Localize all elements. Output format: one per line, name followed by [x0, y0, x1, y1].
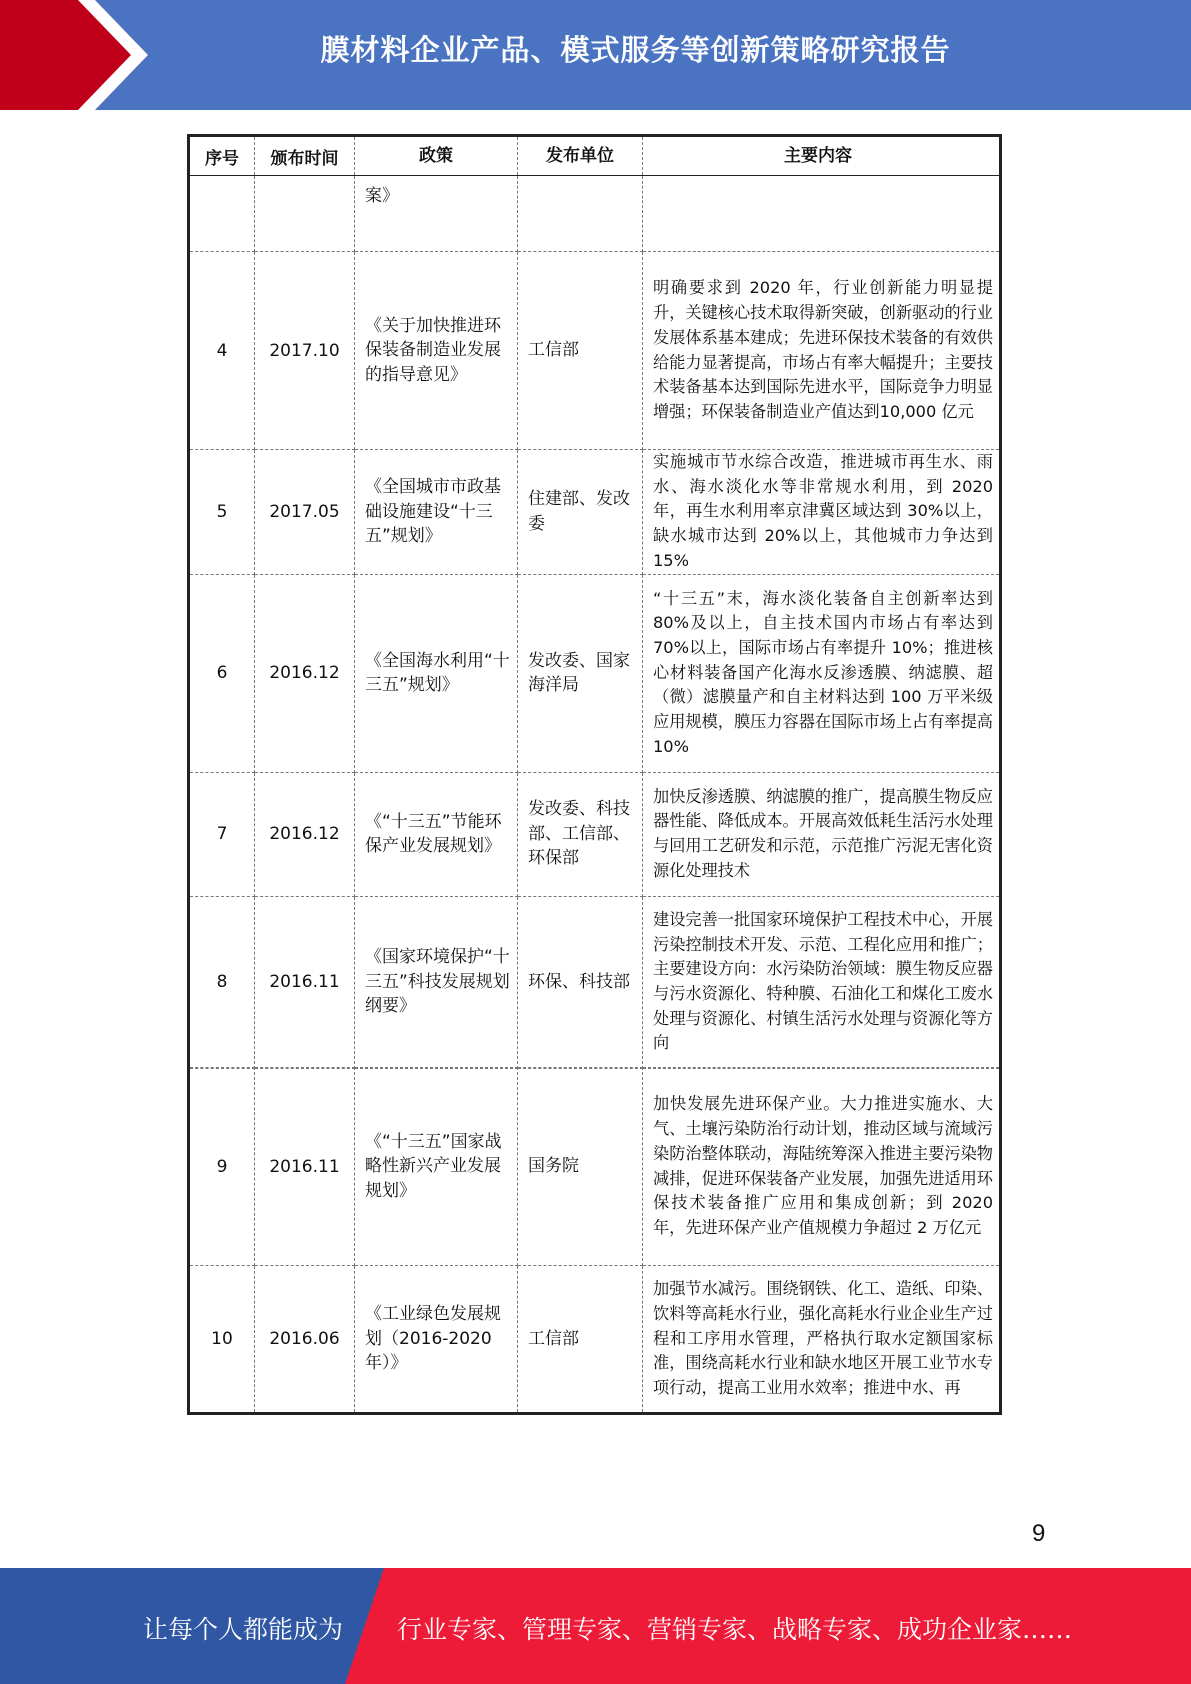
cell-content: 加强节水减污。围绕钢铁、化工、造纸、印染、饮料等高耗水行业，强化高耗水行业企业生产过程和工序用水管理，严格执行取水定额国家标准，围绕高耗水行业和缺水地区开展工业节水专项行动，提高工业用水效率；推进中水、再: [643, 1266, 1001, 1414]
table-row: [189, 574, 1001, 772]
page-footer: [0, 1568, 1191, 1684]
footer-slogan-left: 让每个人都能成为: [143, 1615, 344, 1644]
cell-date: 2016.12: [255, 574, 355, 772]
column-header-policy: 政策: [355, 136, 518, 176]
cell-content: 加快发展先进环保产业。大力推进实施水、大气、土壤污染防治行动计划，推动区域与流域污染防治整体联动，海陆统筹深入推进主要污染物减排，促进环保装备产业发展，加强先进适用环保技术装备推广应用和集成创新；到 2020 年，先进环保产业产值规模力争超过 2 万亿元: [643, 1068, 1001, 1266]
column-header-unit: 发布单位: [518, 136, 643, 176]
cell-date: 2016.06: [255, 1266, 355, 1414]
cell-date: [255, 176, 355, 252]
cell-no: [189, 176, 255, 252]
cell-content: 明确要求到 2020 年，行业创新能力明显提升，关键核心技术取得新突破，创新驱动的行业发展体系基本建成；先进环保技术装备的有效供给能力显著提高，市场占有率大幅提升；主要技术装备基本达到国际先进水平，国际竞争力明显增强；环保装备制造业产值达到10,000 亿元: [643, 252, 1001, 450]
cell-content: 建设完善一批国家环境保护工程技术中心，开展污染控制技术开发、示范、工程化应用和推广；主要建设方向：水污染防治领域：膜生物反应器与污水资源化、特种膜、石油化工和煤化工废水处理与资源化、村镇生活污水处理与资源化等方向: [643, 896, 1001, 1068]
table-row: [189, 1068, 1001, 1266]
cell-content: [643, 176, 1001, 252]
policy-table-part-1: [187, 134, 1002, 1069]
table-row: [189, 252, 1001, 450]
cell-content: “十三五”末，海水淡化装备自主创新率达到 80%及以上，自主技术国内市场占有率达到 70%以上，国际市场占有率提升 10%；推进核心材料装备国产化海水反渗透膜、纳滤膜、超（微）滤膜量产和自主材料达到 100 万平米级应用规模，膜压力容器在国际市场上占有率提高 10%: [643, 574, 1001, 772]
cell-no: 7: [189, 772, 255, 896]
table-row: [189, 450, 1001, 575]
table-row: [189, 176, 1001, 252]
cell-unit: 工信部: [518, 252, 643, 450]
cell-unit: 工信部: [518, 1266, 643, 1414]
cell-unit: 国务院: [518, 1068, 643, 1266]
cell-date: 2017.05: [255, 450, 355, 575]
table-header-row: [189, 136, 1001, 176]
cell-no: 5: [189, 450, 255, 575]
cell-unit: 住建部、发改委: [518, 450, 643, 575]
cell-unit: [518, 176, 643, 252]
column-header-no: 序号: [189, 136, 255, 176]
cell-content: 实施城市节水综合改造，推进城市再生水、雨水、海水淡化水等非常规水利用，到 2020 年，再生水利用率京津冀区域达到 30%以上，缺水城市达到 20%以上，其他城市力争达到 15%: [643, 450, 1001, 575]
cell-policy: 案》: [355, 176, 518, 252]
cell-no: 6: [189, 574, 255, 772]
cell-date: 2017.10: [255, 252, 355, 450]
table-row: [189, 772, 1001, 896]
cell-policy: 《关于加快推进环保装备制造业发展的指导意见》: [355, 252, 518, 450]
cell-no: 4: [189, 252, 255, 450]
cell-policy: 《全国城市市政基础设施建设“十三五”规划》: [355, 450, 518, 575]
cell-no: 10: [189, 1266, 255, 1414]
footer-slogan-right: 行业专家、管理专家、营销专家、战略专家、成功企业家……: [397, 1615, 1073, 1644]
cell-policy: 《国家环境保护“十三五”科技发展规划纲要》: [355, 896, 518, 1068]
cell-no: 9: [189, 1068, 255, 1266]
cell-policy: 《工业绿色发展规划（2016-2020 年）》: [355, 1266, 518, 1414]
table-row: [189, 896, 1001, 1068]
cell-unit: 发改委、国家海洋局: [518, 574, 643, 772]
page-header: [0, 0, 1191, 110]
cell-unit: 发改委、科技部、工信部、环保部: [518, 772, 643, 896]
cell-date: 2016.12: [255, 772, 355, 896]
column-header-date: 颁布时间: [255, 136, 355, 176]
cell-policy: 《全国海水利用“十三五”规划》: [355, 574, 518, 772]
cell-content: 加快反渗透膜、纳滤膜的推广，提高膜生物反应器性能、降低成本。开展高效低耗生活污水处理与回用工艺研发和示范，示范推广污泥无害化资源化处理技术: [643, 772, 1001, 896]
cell-policy: 《“十三五”节能环保产业发展规划》: [355, 772, 518, 896]
policy-table-part-2: [187, 1067, 1002, 1415]
cell-date: 2016.11: [255, 896, 355, 1068]
cell-unit: 环保、科技部: [518, 896, 643, 1068]
page-number: 9: [1032, 1520, 1046, 1547]
table-row: [189, 1266, 1001, 1414]
report-title: 膜材料企业产品、模式服务等创新策略研究报告: [320, 33, 951, 67]
cell-policy: 《“十三五”国家战略性新兴产业发展规划》: [355, 1068, 518, 1266]
cell-date: 2016.11: [255, 1068, 355, 1266]
column-header-content: 主要内容: [643, 136, 1001, 176]
cell-no: 8: [189, 896, 255, 1068]
